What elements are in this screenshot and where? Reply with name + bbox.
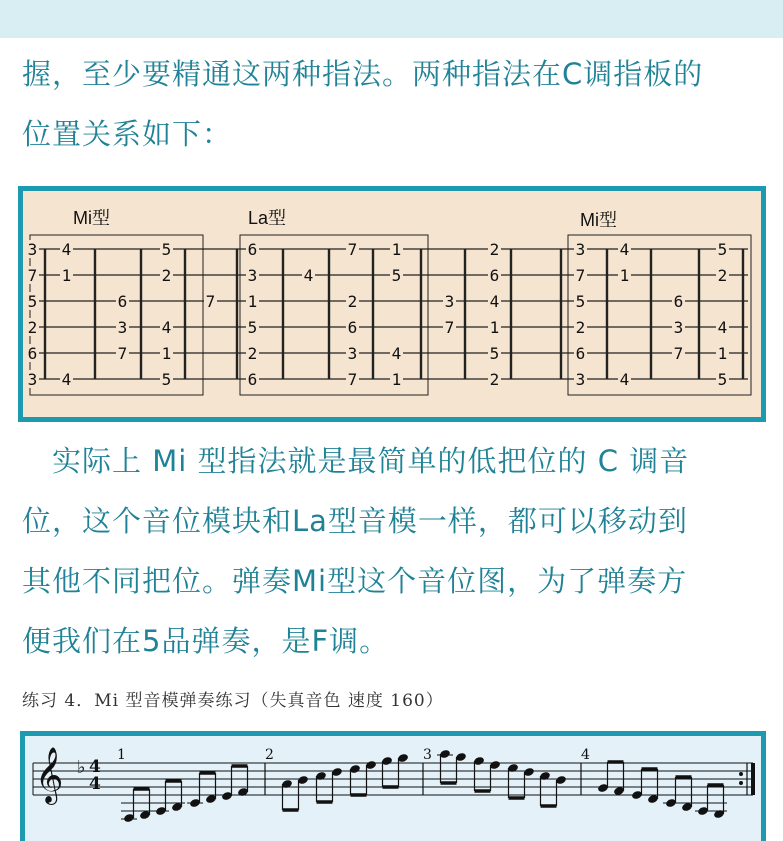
measure-number-4: 4 — [581, 747, 590, 763]
intro-paragraph — [22, 44, 703, 164]
repeat-dot — [739, 781, 743, 785]
fret-note: 2 — [347, 292, 358, 311]
fret-note: 6 — [575, 344, 586, 363]
fret-note: 4 — [61, 370, 72, 389]
fret-note: 3 — [117, 318, 128, 337]
fret-note: 4 — [489, 292, 500, 311]
fret-note: 5 — [489, 344, 500, 363]
label-mi-left: Mi型 — [73, 208, 110, 228]
fret-note: 1 — [717, 344, 728, 363]
fret-note: 6 — [673, 292, 684, 311]
fret-note: 6 — [117, 292, 128, 311]
fretboard-strings — [28, 249, 748, 379]
label-la: La型 — [248, 208, 287, 228]
body-line-4: 便我们在5品弹奏，是F调。 — [22, 624, 390, 658]
key-signature-flat: ♭ — [77, 757, 86, 778]
fret-note: 4 — [303, 266, 314, 285]
fret-note: 4 — [717, 318, 728, 337]
fretboard-notes — [26, 240, 729, 389]
fret-note: 5 — [575, 292, 586, 311]
body-paragraph — [22, 431, 689, 671]
measure-number-2: 2 — [265, 747, 274, 763]
fret-note: 5 — [717, 240, 728, 259]
fret-note: 3 — [27, 370, 38, 389]
fret-note: 3 — [575, 370, 586, 389]
fret-note: 3 — [575, 240, 586, 259]
fret-note: 1 — [619, 266, 630, 285]
fret-note: 2 — [247, 344, 258, 363]
fret-note: 4 — [391, 344, 402, 363]
fret-note: 5 — [161, 370, 172, 389]
label-mi-right: Mi型 — [580, 210, 617, 230]
time-signature-top: 4 — [89, 757, 101, 777]
exercise-caption: 练习 4．Mi 型音模弹奏练习（失真音色 速度 160） — [22, 691, 444, 711]
fret-note: 5 — [717, 370, 728, 389]
fret-note: 2 — [27, 318, 38, 337]
fretboard-svg — [23, 191, 761, 417]
fret-note: 3 — [673, 318, 684, 337]
fret-note: 7 — [117, 344, 128, 363]
body-line-1: 实际上 Mi 型指法就是最简单的低把位的 C 调音 — [22, 444, 690, 478]
repeat-dot — [739, 772, 743, 776]
measure-number-3: 3 — [423, 747, 432, 763]
fret-note: 1 — [161, 344, 172, 363]
fret-note: 2 — [575, 318, 586, 337]
fret-note: 4 — [619, 240, 630, 259]
fret-note: 4 — [161, 318, 172, 337]
fret-note: 5 — [247, 318, 258, 337]
body-line-3: 其他不同把位。弹奏Mi型这个音位图，为了弹奏方 — [22, 564, 688, 598]
fret-note: 2 — [489, 240, 500, 259]
fret-note: 6 — [247, 240, 258, 259]
fret-note: 6 — [347, 318, 358, 337]
fret-note: 2 — [717, 266, 728, 285]
fret-note: 4 — [619, 370, 630, 389]
time-signature-bottom: 4 — [89, 774, 101, 794]
body-line-2: 位，这个音位模块和La型音模一样，都可以移动到 — [22, 504, 688, 538]
fret-note: 2 — [489, 370, 500, 389]
fret-note: 7 — [673, 344, 684, 363]
fret-note: 7 — [444, 318, 455, 337]
fret-note: 7 — [575, 266, 586, 285]
fret-note: 1 — [489, 318, 500, 337]
score-panel — [20, 731, 766, 841]
fret-note: 7 — [27, 266, 38, 285]
fret-note: 5 — [161, 240, 172, 259]
fret-note: 6 — [27, 344, 38, 363]
fret-note: 6 — [489, 266, 500, 285]
fret-note: 3 — [444, 292, 455, 311]
intro-line-1: 握，至少要精通这两种指法。两种指法在C调指板的 — [22, 57, 704, 91]
fret-note: 3 — [27, 240, 38, 259]
fret-note: 7 — [205, 292, 216, 311]
fret-note: 6 — [247, 370, 258, 389]
fret-note: 3 — [347, 344, 358, 363]
fret-note: 7 — [347, 240, 358, 259]
fret-note: 3 — [247, 266, 258, 285]
treble-clef-icon: 𝄞 — [35, 747, 64, 803]
pattern-box — [27, 235, 203, 395]
fretboard-diagram — [18, 186, 766, 422]
intro-line-2: 位置关系如下： — [22, 117, 233, 151]
fret-note: 1 — [391, 370, 402, 389]
fret-note: 7 — [347, 370, 358, 389]
fret-note: 4 — [61, 240, 72, 259]
fret-note: 1 — [391, 240, 402, 259]
fret-note: 2 — [161, 266, 172, 285]
top-band — [0, 0, 783, 38]
fret-note: 5 — [27, 292, 38, 311]
fret-note: 5 — [391, 266, 402, 285]
measure-number-1: 1 — [117, 747, 126, 763]
fret-note: 1 — [247, 292, 258, 311]
fret-note: 1 — [61, 266, 72, 285]
score-svg — [25, 736, 761, 841]
